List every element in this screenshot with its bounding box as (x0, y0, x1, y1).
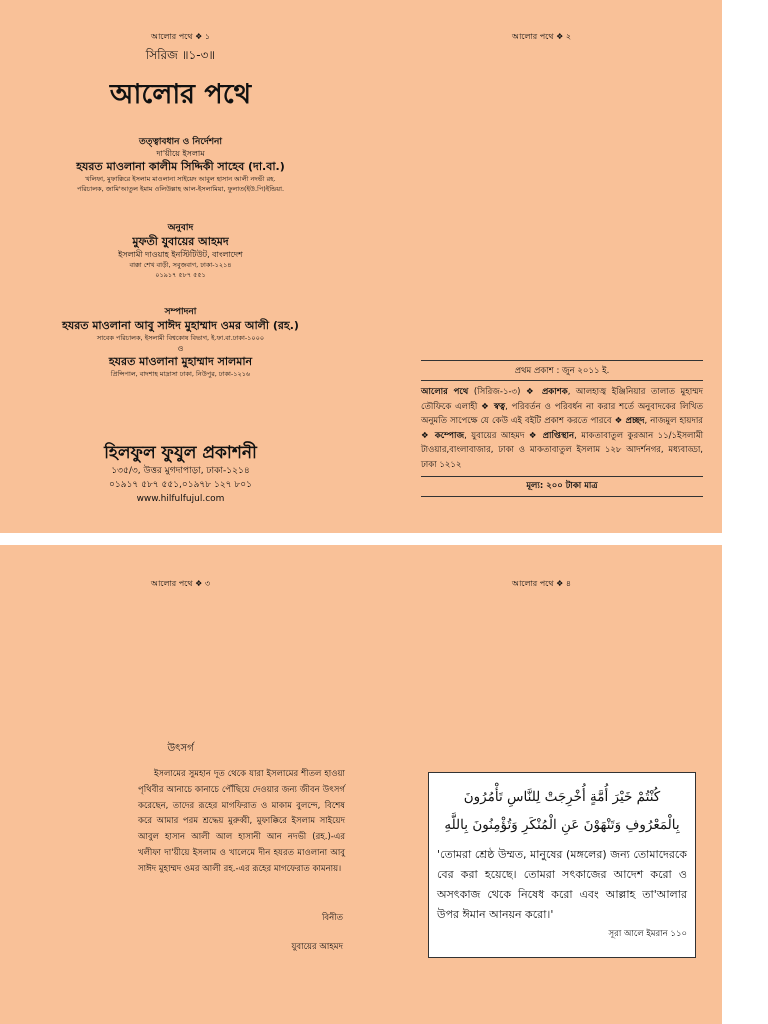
publisher-name: হিলফুল ফুযুল প্রকাশনী (104, 443, 257, 463)
translation-label: অনুবাদ (167, 223, 194, 233)
imprint-publisher-label: প্রকাশক (541, 387, 568, 397)
page-3 (0, 545, 361, 1024)
editor-2-name: হযরত মাওলানা মুহাম্মাদ সালমান (108, 355, 253, 368)
book-title: আলোর পথে (109, 79, 252, 110)
price: মূল্য: ২০০ টাকা মাত্র (526, 481, 598, 491)
supervision-block (0, 136, 361, 194)
editing-label: সম্পাদনা (164, 307, 197, 317)
imprint-cover-label: প্রচ্ছদ (625, 416, 645, 426)
translator-phone: ০১৯১৭ ৫৮৭ ৫৫১ (155, 271, 206, 279)
translator-org: ইসলামী দাওয়াহ ইনস্টিটিউট, বাংলাদেশ (118, 250, 243, 259)
editor-1-info: সাবেক পরিচালক, ইসলামী বিশ্বকোষ বিভাগ, ই.ফা.বা.ঢাকা-১০০০ (96, 334, 265, 342)
and-separator: ও (177, 344, 184, 353)
supervisor-name: হযরত মাওলানা কালীম সিদ্দিকী সাহেব (দা.বা.) (76, 160, 285, 173)
imprint-availability-label: প্রাপ্তিস্থান (542, 430, 575, 441)
editing-block (0, 306, 361, 379)
imprint-compose: , যুবায়ের আহমদ ❖ (464, 430, 543, 441)
supervisor-line-2: পরিচালক, জামি'আতুল ইমাম ওলিউল্লাহ আল-ইসলামিয়া, ফুলাত(ইউ.পি)ইন্ডিয়া. (76, 185, 285, 193)
arabic-verse-line-1: كُنْتُمْ خَيْرَ أُمَّةٍ أُخْرِجَتْ لِلنَّاسِ تَأْمُرُونَ (463, 789, 661, 805)
imprint-series: (সিরিজ-১-৩) ❖ (468, 387, 542, 397)
supervisor-line-1: খলিফা, মুফাক্কিরে ইসলাম মাওলানা সাইয়েদ আবুল হাসান আলী নদভী রহ. (85, 175, 276, 183)
publisher-block (0, 442, 361, 506)
supervisor-role: দা'য়ীয়ে ইসলাম (156, 149, 205, 158)
page-header: আলোর পথে ❖ ২ (511, 32, 572, 41)
bottom-spread (0, 545, 722, 1024)
imprint-availability: , মাকতাবাতুল কুরআন ১১/১ইসলামী টাওয়ার,বাংলাবাজার, ঢাকা ও মাকতাবাতুল ইসলাম ১২৮ আদর্শনগর, মধ্যবাড্ডা, ঢাকা ১২১২ (421, 430, 704, 470)
imprint-rights-label: স্বত্ব (493, 401, 506, 412)
series-label: সিরিজ ॥১-৩॥ (145, 48, 216, 62)
imprint-text (421, 381, 703, 476)
publisher-website[interactable]: www.hilfulfujul.com (136, 494, 225, 504)
editor-1-name: হযরত মাওলানা আবু সাঈদ মুহাম্মাদ ওমর আলী (রহ.) (62, 319, 299, 332)
imprint-cover: , নাজমুল হায়দার ❖ (421, 416, 703, 441)
translator-name: মুফতী যুবায়ের আহমদ (132, 235, 229, 248)
page-2 (361, 0, 722, 533)
first-edition: প্রথম প্রকাশ : জুন ২০১১ ই. (514, 366, 610, 376)
translator-address: বাক্কা শেখ বাড়ী, সবুজবাগ, ঢাকা-১২১৪ (129, 261, 232, 269)
translation-block (0, 222, 361, 280)
imprint-compose-label: কম্পোজ (434, 430, 465, 441)
page-4 (361, 545, 722, 1024)
page-header: আলোর পথে ❖ ৪ (511, 579, 572, 588)
verse-reference: সূরা আলে ইমরান ১১০ (608, 929, 687, 939)
arabic-verse-line-2: بِالْمَعْرُوفِ وَتَنْهَوْنَ عَنِ الْمُنْكَرِ وَتُؤْمِنُونَ بِاللَّهِ (444, 817, 680, 833)
page-1 (0, 0, 361, 533)
dedication-title: উৎসর্গ (167, 743, 194, 754)
top-spread (0, 0, 722, 533)
page-header: আলোর পথে ❖ ১ (150, 32, 211, 41)
quran-verse-box (428, 772, 696, 958)
divider (421, 496, 703, 497)
verse-translation: 'তোমরা শ্রেষ্ঠ উম্মত, মানুষের (মঙ্গলের) জন্য তোমাদেরকে বের করা হয়েছে। তোমরা সৎকাজের আদেশ করো ও অসৎকাজ থেকে নিষেধ করো এবং আল্লাহ তা'আলার উপর ঈমান আনয়ন করো।' (437, 848, 687, 921)
supervision-label: তত্ত্বাবধান ও নির্দেশনা (138, 137, 223, 147)
page-header: আলোর পথে ❖ ৩ (150, 579, 211, 588)
imprint-block (421, 360, 703, 497)
imprint-rights: , পরিবর্তন ও পরিবর্ধন না করার শর্তে অনুবাদকের লিখিত অনুমতি সাপেক্ষে যে কেউ এই বইটি প্রকাশ করতে পারবে ❖ (421, 401, 703, 426)
imprint-book-title: আলোর পথে (421, 387, 469, 397)
imprint-publisher: , আলহাজ্ব ইঞ্জিনিয়ার তালাত মুহাম্মদ তৌফিকে এলাহী ❖ (421, 387, 703, 412)
publisher-address: ১৩৫/৩, উত্তর মুগদাপাড়া, ঢাকা-১২১৪ (111, 466, 250, 476)
dedication-body: ইসলামের সুমহান দূত থেকে যারা ইসলামের শীতল হাওয়া পৃথিবীর আনাচে কানাচে পৌঁছিয়ে দেওয়ার জন্য জীবন উৎসর্গ করেছেন, তাদের রূহের মাগফিরাত ও মাকাম বুলন্দে, বিশেষ করে আমার পরম শ্রদ্ধেয় মুরুব্বী, মুফাক্কিরে ইসলাম সাইয়েদ আবুল হাসান আলী আল হাসানী আন নদভী (রহ.)-এর খলীফা দা'য়ীয়ে ইসলাম ও খালেমে দীন হযরত মাওলানা আবু সাঈদ মুহাম্মদ ওমর আলী রহ.-এর রূহের মাগফেরাত কামনায়। (138, 769, 345, 874)
publisher-phone: ০১৯১৭ ৫৮৭ ৫৫১,০১৯৭৮ ১২৭ ৮০১ (109, 480, 252, 490)
signature-name: যুবায়ের আহমদ (291, 942, 343, 952)
signature-label: বিনীত (321, 913, 343, 923)
editor-2-info: প্রিন্সিপাল, বাদশাহ মাদ্রাসা ঢাকা, নিউপুর, ঢাকা-১২১৬ (110, 370, 251, 378)
